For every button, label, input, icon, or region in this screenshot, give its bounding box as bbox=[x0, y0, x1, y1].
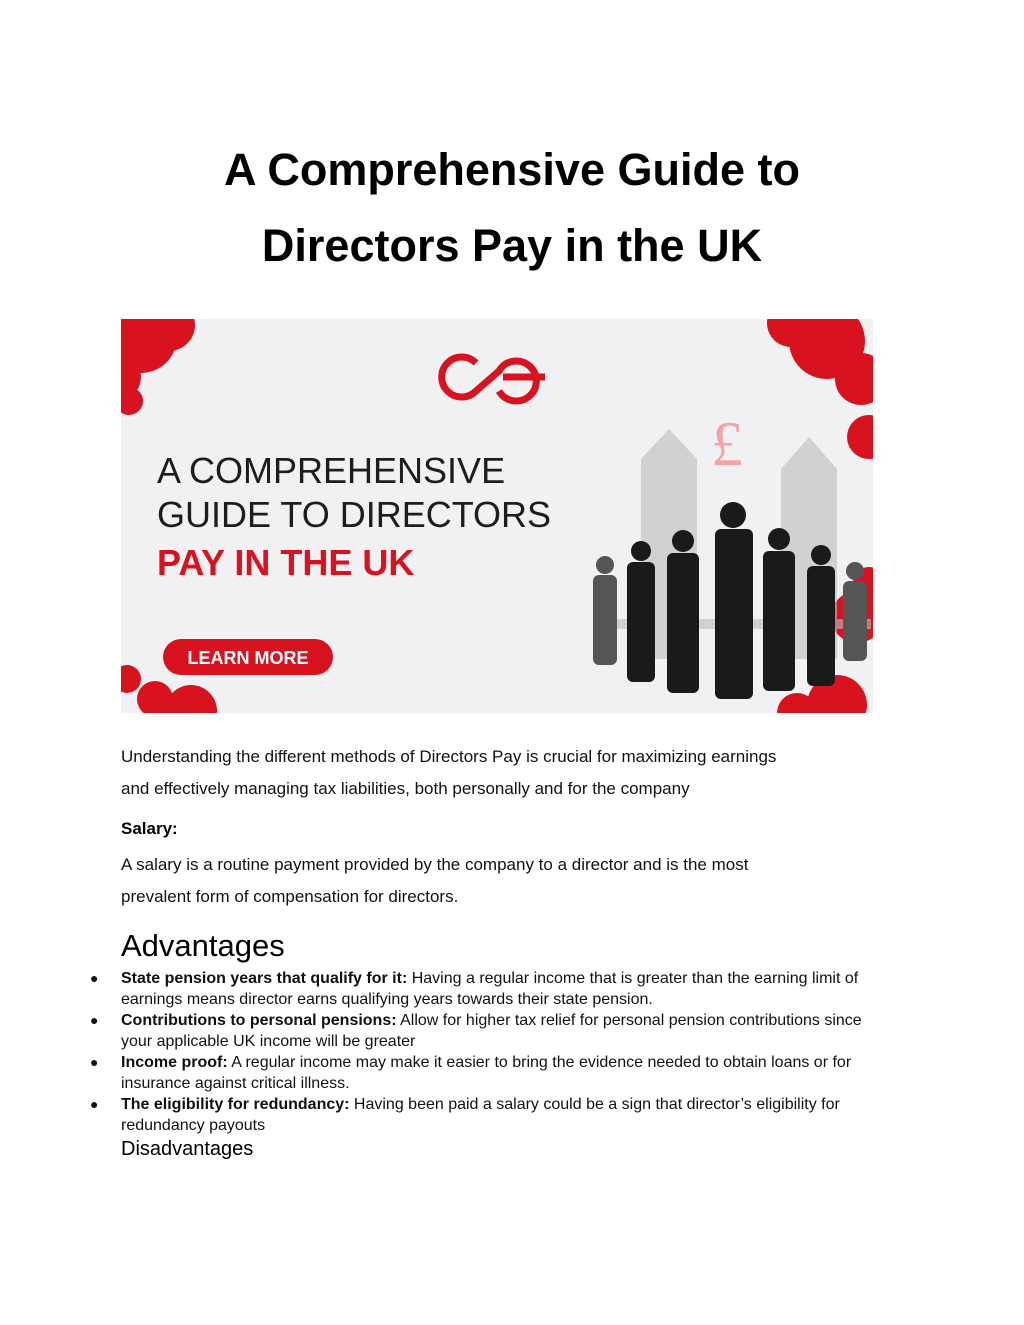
bullet-icon: ● bbox=[90, 1096, 99, 1112]
advantages-heading: Advantages bbox=[121, 928, 285, 963]
disadvantages-heading: Disadvantages bbox=[121, 1138, 254, 1160]
list-item-bold: The eligibility for redundancy: bbox=[121, 1096, 350, 1113]
salary-heading: Salary: bbox=[121, 819, 178, 838]
list-item bbox=[0, 968, 881, 1010]
list-item-bold: State pension years that qualify for it: bbox=[121, 970, 408, 987]
title-line-2: Directors Pay in the UK bbox=[261, 220, 763, 271]
list-item bbox=[0, 1010, 881, 1052]
banner-heading-line-3: PAY IN THE UK bbox=[157, 542, 415, 583]
list-item-bold: Contributions to personal pensions: bbox=[121, 1012, 397, 1029]
learn-more-label: LEARN MORE bbox=[187, 648, 309, 668]
pound-icon: £ bbox=[711, 408, 743, 479]
banner-heading-line-2: GUIDE TO DIRECTORS bbox=[157, 494, 552, 535]
banner-heading-line-1: A COMPREHENSIVE bbox=[157, 450, 506, 491]
bullet-icon: ● bbox=[90, 970, 99, 986]
title-line-1: A Comprehensive Guide to bbox=[224, 144, 800, 195]
advantages-list bbox=[0, 968, 1024, 1136]
list-item bbox=[0, 1052, 881, 1094]
list-item-bold: Income proof: bbox=[121, 1054, 228, 1071]
page-title bbox=[0, 132, 1024, 284]
list-item-text: A regular income may make it easier to bring the evidence needed to obtain loans or for insurance against critical illness. bbox=[121, 1054, 852, 1092]
list-item-text: Having a regular income that is greater than the earning limit of earnings means director earns qualifying years towards their state pension. bbox=[121, 970, 859, 1008]
intro-paragraph bbox=[121, 741, 776, 805]
list-item bbox=[0, 1094, 881, 1136]
salary-paragraph bbox=[121, 849, 748, 913]
salary-line-1: A salary is a routine payment provided by the company to a director and is the most bbox=[121, 855, 749, 874]
learn-more-button[interactable] bbox=[163, 639, 333, 675]
intro-line-1: Understanding the different methods of Directors Pay is crucial for maximizing earnings bbox=[121, 747, 777, 766]
intro-line-2: and effectively managing tax liabilities, both personally and for the company bbox=[121, 779, 690, 798]
salary-line-2: prevalent form of compensation for directors. bbox=[121, 887, 459, 906]
bullet-icon: ● bbox=[90, 1054, 99, 1070]
list-item-text: Allow for higher tax relief for personal pension contributions since your applicable UK income will be greater bbox=[121, 1012, 862, 1050]
logo-icon bbox=[442, 357, 545, 401]
banner-image bbox=[121, 319, 873, 713]
list-item-text: Having been paid a salary could be a sign that director’s eligibility for redundancy payouts bbox=[121, 1096, 840, 1134]
bullet-icon: ● bbox=[90, 1012, 99, 1028]
